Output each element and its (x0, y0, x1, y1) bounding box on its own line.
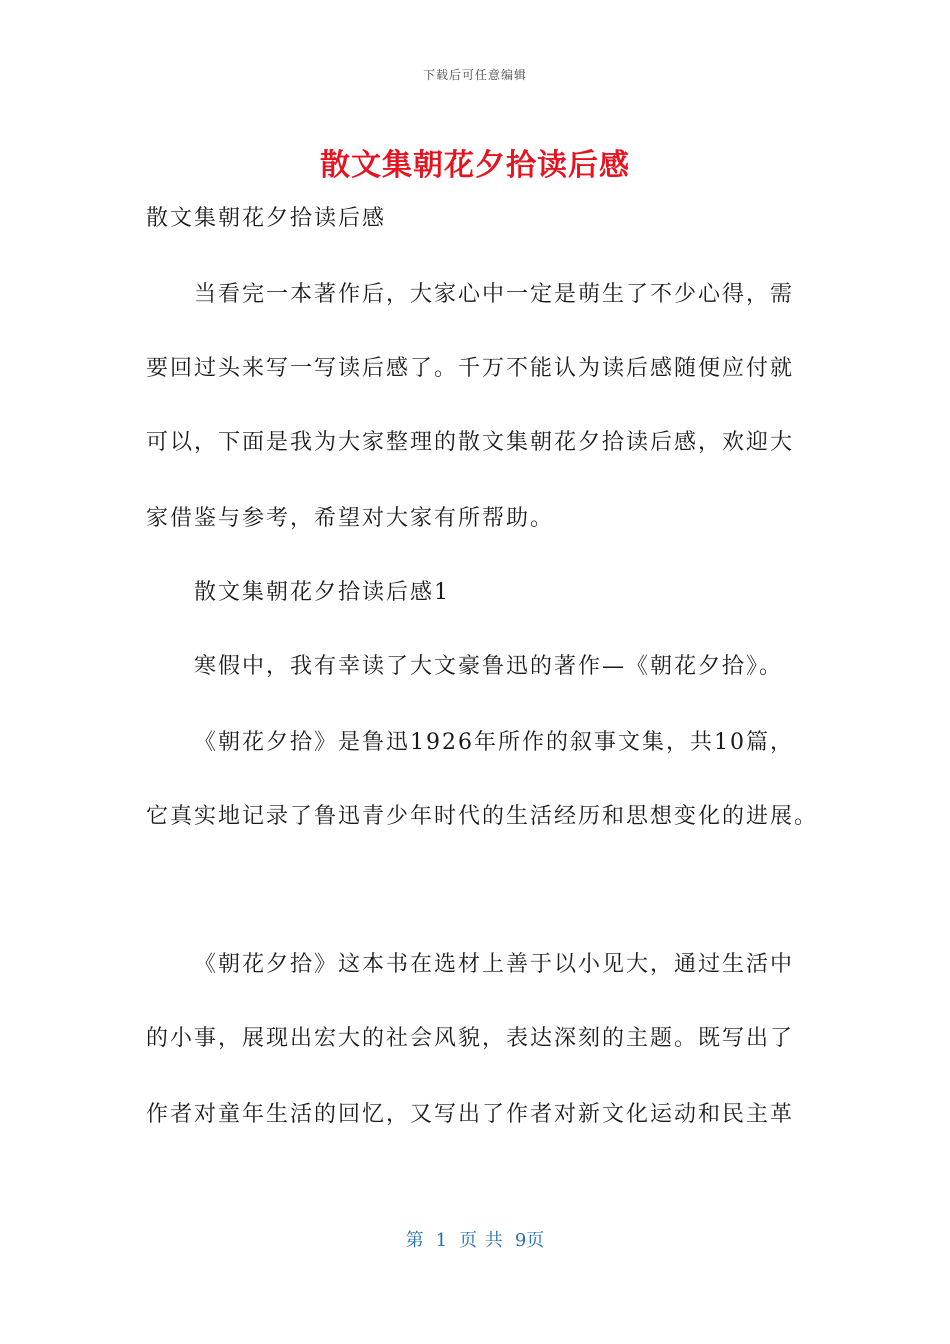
footer-page-number: 1 (435, 1230, 448, 1251)
header-note: 下载后可任意编辑 (422, 68, 527, 82)
paragraph-line: 它真实地记录了鲁迅青少年时代的生活经历和思想变化的进展。 (146, 804, 819, 829)
section-heading: 散文集朝花夕拾读后感1 (194, 580, 450, 605)
paragraph-line: 家借鉴与参考，希望对大家有所帮助。 (146, 506, 555, 531)
subtitle-line: 散文集朝花夕拾读后感 (146, 206, 387, 231)
footer-prefix: 第 (405, 1230, 424, 1251)
paragraph-line: 当看完一本著作后，大家心中一定是萌生了不少心得，需 (194, 282, 795, 307)
footer-middle: 页 共 (459, 1230, 503, 1251)
page-footer (0, 1226, 950, 1252)
paragraph-line: 的小事，展现出宏大的社会风貌，表达深刻的主题。既写出了 (146, 1026, 795, 1051)
paragraph-line: 可以，下面是我为大家整理的散文集朝花夕拾读后感，欢迎大 (146, 430, 795, 455)
paragraph-line: 要回过头来写一写读后感了。千万不能认为读后感随便应付就 (146, 356, 795, 381)
footer-total-pages: 9页 (514, 1230, 545, 1251)
paragraph-line: 《朝花夕拾》这本书在选材上善于以小见大，通过生活中 (194, 952, 795, 977)
document-title: 散文集朝花夕拾读后感 (320, 148, 630, 183)
paragraph-line: 作者对童年生活的回忆，又写出了作者对新文化运动和民主革 (146, 1102, 795, 1127)
paragraph-line: 寒假中，我有幸读了大文豪鲁迅的著作—《朝花夕拾》。 (194, 654, 784, 679)
paragraph-line: 《朝花夕拾》是鲁迅1926年所作的叙事文集，共10篇， (194, 730, 794, 755)
